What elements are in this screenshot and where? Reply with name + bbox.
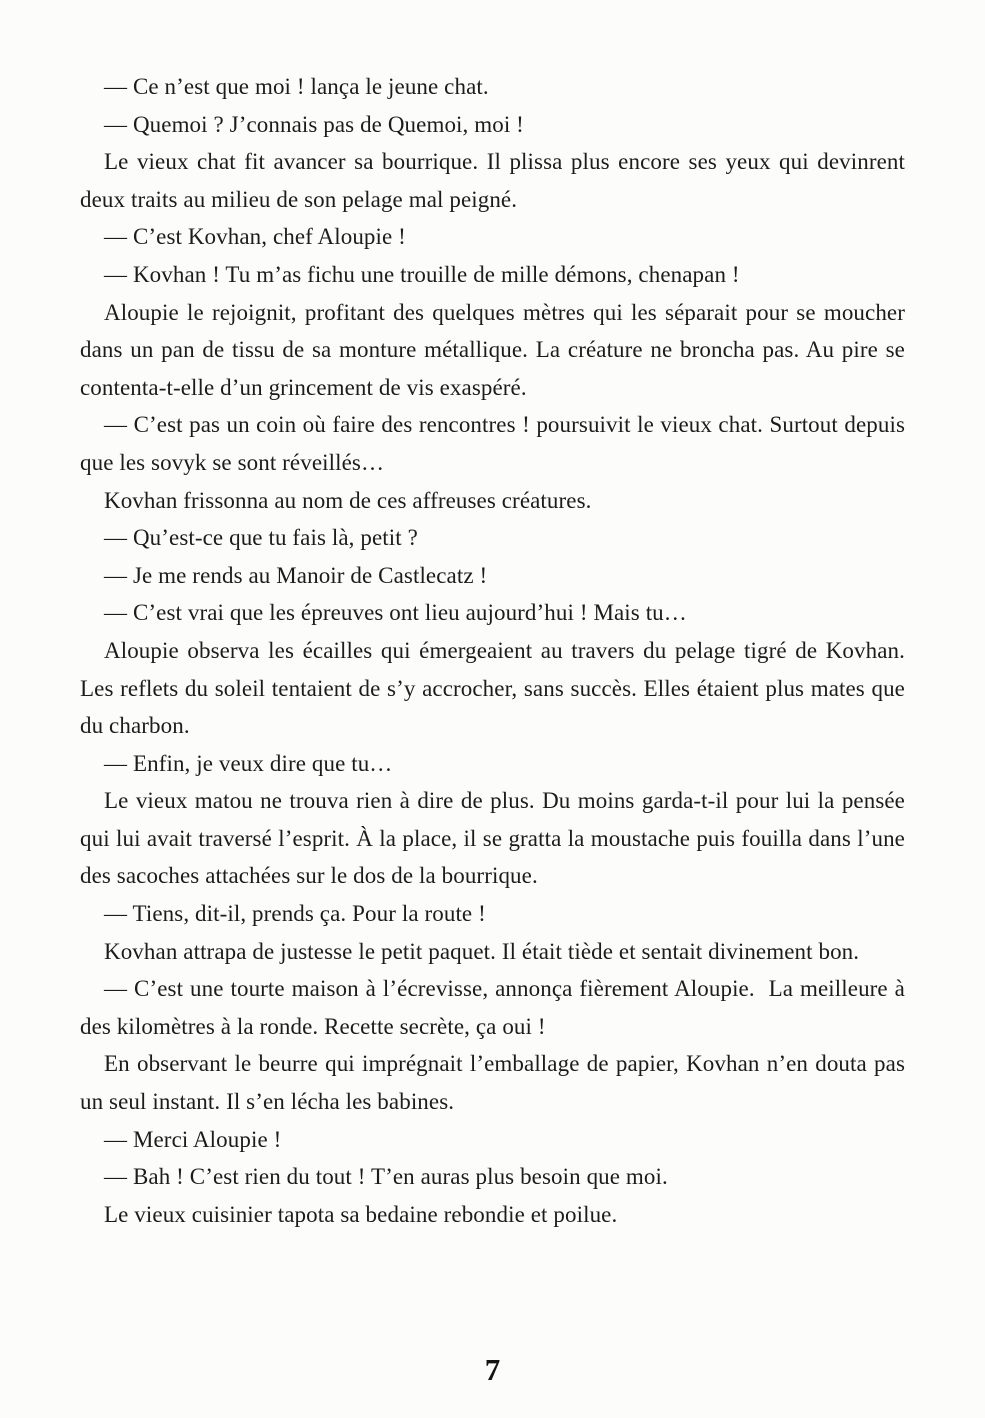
page-number: 7 [484,1352,501,1387]
paragraph: — Qu’est-ce que tu fais là, petit ? [104,525,418,551]
paragraph: — Bah ! C’est rien du tout ! T’en auras plus besoin que moi. [104,1164,668,1190]
page-text [80,68,905,1233]
paragraph: — Ce n’est que moi ! lança le jeune chat. [104,74,489,99]
paragraph: Kovhan frissonna au nom de ces affreuses créatures. [104,487,592,513]
paragraph: — C’est Kovhan, chef Aloupie ! [104,224,406,250]
paragraph: — C’est une tourte maison à l’écrevisse, annonça fièrement Aloupie. La meilleure à des kilomètres à la ronde. Recette secrète, ça oui ! [80,976,905,1039]
paragraph: — Quemoi ? J’connais pas de Quemoi, moi ! [104,111,524,137]
paragraph: Aloupie le rejoignit, profitant des quelques mètres qui les séparait pour se moucher dans un pan de tissu de sa monture métallique. La créature ne broncha pas. Au pire se contenta-t-elle d’un grincement de vis exaspéré. [80,299,905,400]
paragraph: Le vieux cuisinier tapota sa bedaine rebondie et poilue. [104,1201,618,1227]
paragraph: — Merci Aloupie ! [104,1126,282,1152]
paragraph: — Je me rends au Manoir de Castlecatz ! [104,562,488,588]
paragraph: — Tiens, dit-il, prends ça. Pour la route ! [104,901,486,927]
paragraph: Le vieux chat fit avancer sa bourrique. Il plissa plus encore ses yeux qui devinrent deux traits au milieu de son pelage mal peigné. [80,149,905,212]
paragraph: — C’est pas un coin où faire des rencontres ! poursuivit le vieux chat. Surtout depuis que les sovyk se sont réveillés… [80,412,905,475]
paragraph: — C’est vrai que les épreuves ont lieu aujourd’hui ! Mais tu… [104,600,687,626]
paragraph: Kovhan attrapa de justesse le petit paquet. Il était tiède et sentait divinement bon. [104,938,860,964]
paragraph: Le vieux matou ne trouva rien à dire de plus. Du moins garda-t-il pour lui la pensée qui lui avait traversé l’esprit. À la place, il se gratta la moustache puis fouilla dans l’une des sacoches attachées sur le dos de la bourrique. [80,788,905,889]
paragraph: — Kovhan ! Tu m’as fichu une trouille de mille démons, chenapan ! [104,261,740,287]
paragraph: En observant le beurre qui imprégnait l’emballage de papier, Kovhan n’en douta pas un seul instant. Il s’en lécha les babines. [80,1051,905,1115]
paragraph: Aloupie observa les écailles qui émergeaient au travers du pelage tigré de Kovhan. Les reflets du soleil tentaient de s’y accrocher, sans succès. Elles étaient plus mates que du charbon. [80,637,905,739]
paragraph: — Enfin, je veux dire que tu… [104,750,393,776]
